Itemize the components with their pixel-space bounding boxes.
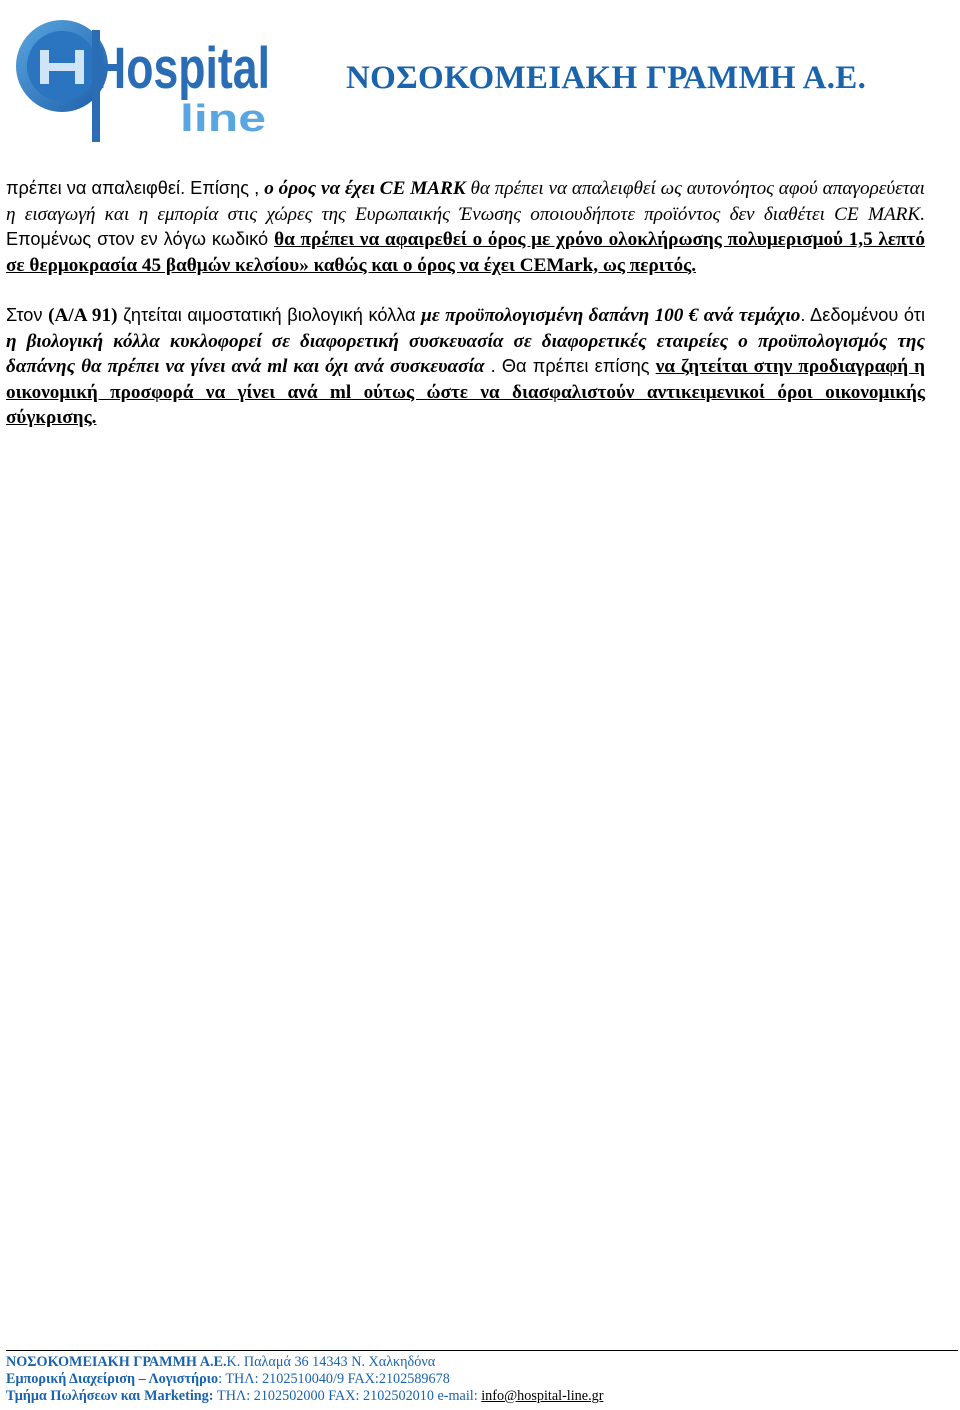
footer-accounting-label: Εμπορική Διαχείριση – Λογιστήριο — [6, 1371, 219, 1387]
footer-line-address — [6, 1354, 956, 1371]
text-run: θα πρέπει να απαλειφθεί ως αυτονόητος αφού απαγορεύεται η εισαγωγή και η εμπορία στις χώρες της Ευρωπαικής Ένωσης οποιουδήποτε προϊόντος δεν διαθέτει CE MARK. — [6, 178, 925, 225]
email-link[interactable]: info@hospital-line.gr — [481, 1388, 604, 1404]
svg-text:line: line — [180, 98, 266, 140]
item-reference: (Α/Α 91) — [48, 305, 118, 326]
document-body — [6, 176, 925, 431]
letterhead — [0, 0, 960, 160]
footer-company-name: ΝΟΣΟΚΟΜΕΙΑΚΗ ΓΡΑΜΜΗ Α.Ε. — [6, 1354, 227, 1370]
text-run: Στον — [6, 305, 49, 325]
text-run: πρέπει να απαλειφθεί. Επίσης , — [6, 178, 265, 198]
company-title: ΝΟΣΟΚΟΜΕΙΑΚΗ ΓΡΑΜΜΗ Α.Ε. — [346, 60, 867, 96]
hospital-line-logo — [10, 10, 275, 150]
text-run: Επομένως στον εν λόγω κωδικό — [6, 229, 275, 249]
footer-accounting-contacts: : ΤΗΛ: 2102510040/9 FAX:2102589678 — [218, 1371, 450, 1387]
emphasized-text: θα πρέπει να αφαιρεθεί ο όρος με χρόνο ολοκλήρωσης πολυμερισμού 1,5 λεπτό σε θερμοκρασία 45 βαθμών κελσίου» καθώς και ο όρος να έχει CEMark, ως περιτός. — [6, 229, 925, 276]
text-run: . Δεδομένου ότι — [800, 305, 926, 325]
footer-line-accounting — [6, 1371, 956, 1388]
footer-address: Κ. Παλαμά 36 14343 Ν. Χαλκηδόνα — [226, 1354, 436, 1370]
text-run: η βιολογική κόλλα κυκλοφορεί σε διαφορετική συσκευασία σε διαφορετικές εταιρείες ο προϋπολογισμός της δαπάνης θα πρέπει να γίνει ανά ml και όχι ανά συσκευασία — [6, 330, 925, 377]
footer — [6, 1354, 956, 1405]
paragraph-2 — [6, 303, 925, 431]
footer-divider — [6, 1350, 958, 1351]
text-run: ζητείται αιμοστατική βιολογική κόλλα — [117, 305, 422, 325]
text-run: . Θα πρέπει επίσης — [484, 356, 656, 376]
text-run: ο όρος να έχει CE MARK — [264, 178, 466, 199]
paragraph-1 — [6, 176, 925, 278]
footer-sales-contacts: ΤΗΛ: 2102502000 FAX: 2102502010 e-mail: — [213, 1388, 482, 1404]
footer-line-sales — [6, 1388, 956, 1405]
svg-text:Hospital: Hospital — [94, 36, 270, 101]
footer-sales-label: Τμήμα Πωλήσεων και Marketing: — [6, 1388, 214, 1404]
text-run: με προϋπολογισμένη δαπάνη 100 € ανά τεμάχιο — [421, 305, 801, 326]
emphasized-text: να ζητείται στην προδιαγραφή η οικονομική προσφορά να γίνει ανά ml ούτως ώστε να διασφαλιστούν αντικειμενικοί όροι οικονομικής σύγκρισης. — [6, 356, 925, 428]
